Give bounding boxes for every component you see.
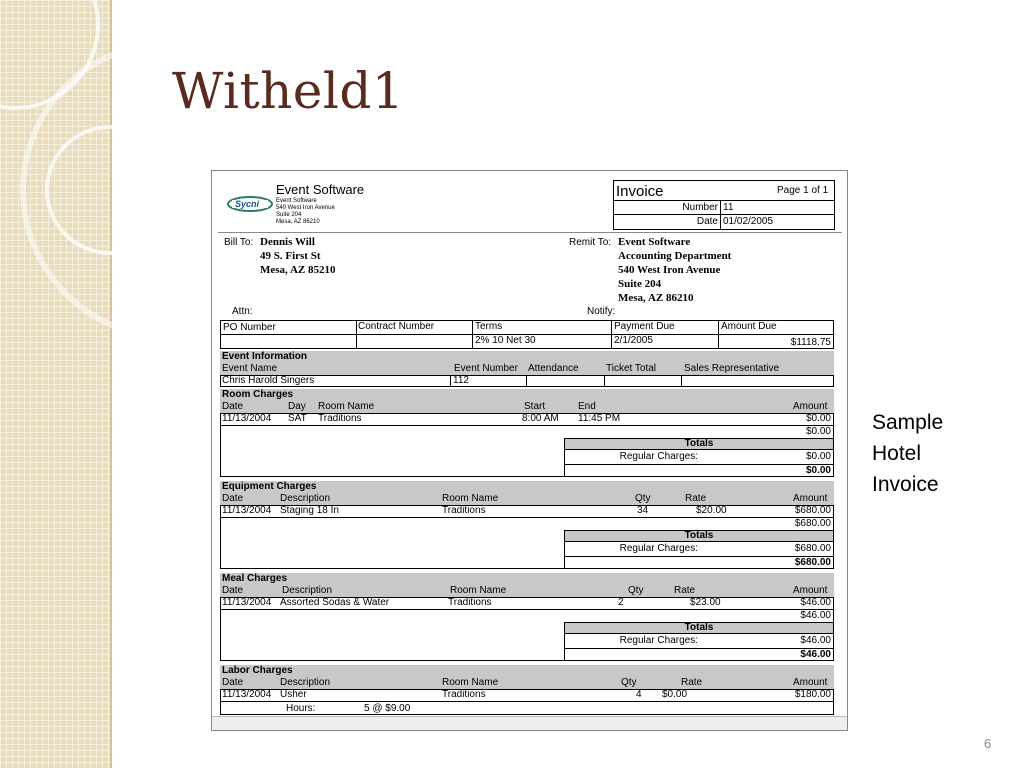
company-address-line: Suite 204 — [276, 212, 302, 218]
remit-to-line: Mesa, AZ 86210 — [618, 292, 694, 304]
bill-to-line: Mesa, AZ 85210 — [260, 264, 336, 276]
equipment-cell: $20.00 — [696, 505, 727, 516]
remit-to-line: Suite 204 — [618, 278, 662, 290]
terms-header: Contract Number — [358, 321, 435, 332]
col-header: Rate — [681, 677, 703, 688]
date-label: Date — [696, 216, 718, 227]
event-name: Chris Harold Singers — [222, 375, 315, 386]
equipment-regular-charges: $680.00 — [794, 543, 831, 554]
col-header: Event Number — [454, 363, 518, 374]
room-total: $0.00 — [805, 465, 831, 476]
col-header: Description — [280, 677, 331, 688]
meal-total: $46.00 — [800, 649, 831, 660]
terms-header: PO Number — [223, 322, 276, 333]
col-header: Rate — [685, 493, 707, 504]
equipment-cell: 34 — [637, 505, 649, 516]
col-header: Amount — [793, 585, 828, 596]
col-header: Event Name — [222, 363, 278, 374]
totals-label: Totals — [684, 622, 714, 633]
company-name: Event Software — [276, 182, 365, 197]
room-cell: SAT — [288, 413, 307, 424]
slide-title: Witheld1 — [172, 62, 405, 120]
room-cell: 8:00 AM — [522, 413, 559, 424]
labor-cell: $0.00 — [662, 689, 688, 700]
labor-cell: 11/13/2004 — [222, 689, 272, 700]
regular-charges-label: Regular Charges: — [619, 451, 698, 462]
hours-value: 5 @ $9.00 — [364, 703, 411, 714]
col-header: Description — [282, 585, 333, 596]
col-header: Room Name — [442, 677, 499, 688]
col-header: Amount — [793, 493, 828, 504]
caption-line: Invoice — [872, 473, 939, 496]
equipment-total: $680.00 — [794, 557, 831, 568]
invoice-screenshot — [211, 170, 848, 731]
company-address-line: Event Software — [276, 198, 317, 204]
invoice-page: Page 1 of 1 — [777, 185, 829, 196]
col-header: Description — [280, 493, 331, 504]
room-charges-bar — [220, 389, 834, 413]
terms-value: 2% 10 Net 30 — [475, 335, 536, 346]
col-header: Rate — [674, 585, 696, 596]
meal-cell: Traditions — [448, 597, 492, 608]
invoice-date: 01/02/2005 — [723, 216, 774, 227]
slide-caption — [872, 407, 943, 500]
equipment-cell: 11/13/2004 — [222, 505, 272, 516]
col-header: Ticket Total — [606, 363, 657, 374]
meal-subtotal: $46.00 — [800, 610, 831, 621]
page-number: 6 — [984, 736, 992, 751]
section-title: Meal Charges — [222, 573, 288, 584]
meal-totals-bar — [564, 622, 834, 634]
col-header: Date — [222, 585, 244, 596]
terms-header: Terms — [475, 321, 503, 332]
equipment-totals-bar — [564, 530, 834, 542]
viewer-toolbar-strip — [212, 716, 848, 731]
col-header: Room Name — [318, 401, 375, 412]
number-label: Number — [682, 202, 718, 213]
bill-to-label: Bill To: — [224, 237, 254, 248]
equipment-charges-bar — [220, 481, 834, 505]
labor-cell: 4 — [636, 689, 642, 700]
meal-cell: $46.00 — [800, 597, 831, 608]
notify-label: Notify: — [587, 306, 616, 317]
section-title: Event Information — [222, 351, 308, 362]
col-header: Date — [222, 677, 244, 688]
meal-cell: 2 — [618, 597, 624, 608]
col-header: Amount — [793, 677, 828, 688]
amount-due-value: $1118.75 — [790, 337, 831, 348]
equipment-cell: $680.00 — [794, 505, 831, 516]
col-header: Start — [524, 401, 546, 412]
labor-cell: Traditions — [442, 689, 486, 700]
col-header: Attendance — [528, 363, 579, 374]
invoice-number: 11 — [723, 202, 734, 213]
remit-to-line: Accounting Department — [618, 250, 732, 262]
logo-text: Sycni — [235, 199, 260, 209]
meal-regular-charges: $46.00 — [800, 635, 831, 646]
labor-cell: Usher — [280, 689, 307, 700]
section-title: Room Charges — [222, 389, 294, 400]
col-header: Sales Representative — [684, 363, 780, 374]
col-header: Qty — [635, 493, 651, 504]
meal-cell: $23.00 — [690, 597, 721, 608]
regular-charges-label: Regular Charges: — [619, 635, 698, 646]
invoice-title: Invoice — [616, 183, 664, 200]
totals-label: Totals — [684, 530, 714, 541]
terms-header: Payment Due — [614, 321, 675, 332]
col-header: Date — [222, 401, 244, 412]
room-subtotal: $0.00 — [805, 426, 831, 437]
col-header: Room Name — [442, 493, 499, 504]
room-cell: 11:45 PM — [578, 413, 621, 424]
room-totals-bar — [564, 438, 834, 450]
equipment-cell: Staging 18 In — [280, 505, 339, 516]
bill-to-line: 49 S. First St — [260, 250, 321, 262]
attn-label: Attn: — [232, 306, 253, 317]
bill-to-line: Dennis Will — [260, 236, 315, 248]
col-header: Amount — [793, 401, 828, 412]
col-header: Day — [288, 401, 306, 412]
terms-value: 2/1/2005 — [614, 335, 653, 346]
company-logo — [226, 195, 274, 213]
terms-header: Amount Due — [721, 321, 777, 332]
decorative-grid-band — [0, 0, 112, 768]
meal-charges-bar — [220, 573, 834, 597]
col-header: Date — [222, 493, 244, 504]
company-address-line: 540 West Iron Avenue — [276, 205, 335, 211]
room-cell: $0.00 — [805, 413, 831, 424]
event-number: 112 — [453, 375, 469, 386]
col-header: Qty — [621, 677, 637, 688]
section-title: Equipment Charges — [222, 481, 317, 492]
hours-label: Hours: — [286, 703, 316, 714]
col-header: Room Name — [450, 585, 507, 596]
labor-charges-bar — [220, 665, 834, 689]
meal-cell: Assorted Sodas & Water — [280, 597, 390, 608]
col-header: Qty — [628, 585, 644, 596]
equipment-cell: Traditions — [442, 505, 486, 516]
remit-to-label: Remit To: — [569, 237, 612, 248]
section-title: Labor Charges — [222, 665, 293, 676]
col-header: End — [578, 401, 596, 412]
room-cell: Traditions — [318, 413, 362, 424]
company-address-line: Mesa, AZ 86210 — [276, 219, 320, 225]
totals-label: Totals — [684, 438, 714, 449]
meal-cell: 11/13/2004 — [222, 597, 272, 608]
room-regular-charges: $0.00 — [805, 451, 831, 462]
caption-line: Hotel — [872, 442, 922, 465]
labor-cell: $180.00 — [794, 689, 831, 700]
regular-charges-label: Regular Charges: — [619, 543, 698, 554]
remit-to-line: 540 West Iron Avenue — [618, 264, 721, 276]
equipment-subtotal: $680.00 — [794, 518, 831, 529]
remit-to-line: Event Software — [618, 236, 691, 248]
room-cell: 11/13/2004 — [222, 413, 272, 424]
caption-line: Sample — [872, 411, 944, 434]
